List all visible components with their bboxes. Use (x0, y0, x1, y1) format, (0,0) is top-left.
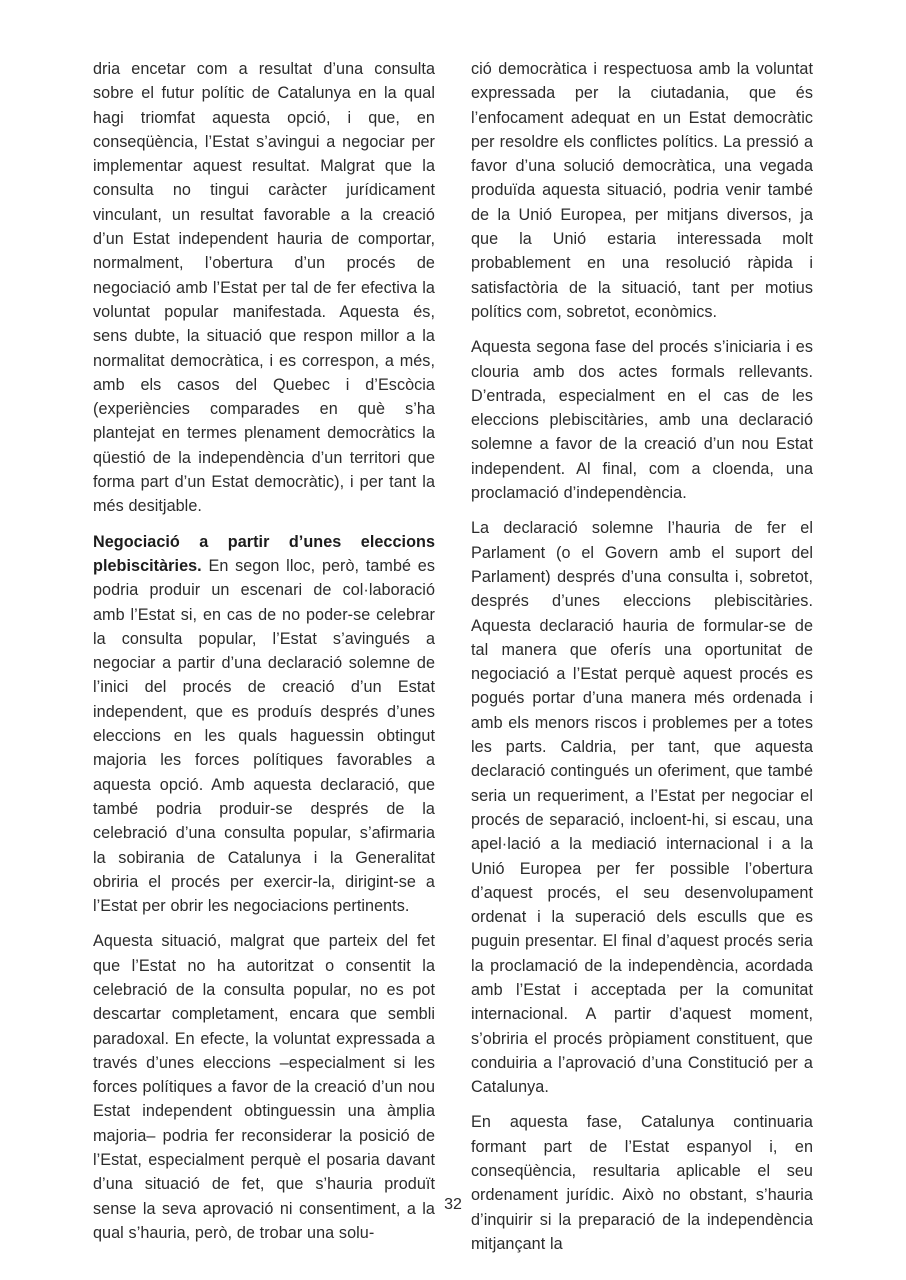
paragraph-text: dria encetar com a resultat d’una consulta sobre el futur polític de Catalunya en la qual hagi triomfat aquesta opció, i que, en conseqüència, l’Estat s’avingui a negociar per implementar aquest resultat. Malgrat que la consulta no tingui caràcter jurídicament vinculant, un resultat favorable a la creació d’un Estat independent hauria de comportar, normalment, l’obertura d’un procés de negociació amb l’Estat per tal de fer efectiva la voluntat popular manifestada. Aquesta és, sens dubte, la situació que respon millor a la normalitat democràtica, i es correspon, a més, amb els casos del Quebec i d’Escòcia (experiències comparades en què s’ha plantejat en termes plenament democràtics la qüestió de la independència d’un territori que forma part d’un Estat democràtic), i per tant la més desitjable. (93, 60, 435, 516)
paragraph (471, 57, 813, 324)
paragraph-lead-heading: Negociació a partir d’unes eleccions plebiscitàries. (93, 532, 435, 575)
paragraph (471, 335, 813, 505)
paragraph-text: La declaració solemne l’hauria de fer el Parlament (o el Govern amb el suport del Parlament) després d’una consulta i, sobretot, després d’unes eleccions plebiscitàries. Aquesta declaració hauria de formular-se de tal manera que oferís una oportunitat de negociació a l’Estat perquè aquest procés es pogués portar d’una manera més ordenada i amb els menors riscos i problemes per a totes les parts. Caldria, per tant, que aquesta declaració contingués un oferiment, que també seria un requeriment, a l’Estat per negociar el procés de separació, incloent-hi, si escau, una apel·lació a la mediació internacional i a la Unió Europea per fer possible l’obertura d’aquest procés, el seu desenvolupament ordenat i la superació dels esculls que es puguin presentar. El final d’aquest procés seria la proclamació de la independència, acordada amb l’Estat i acceptada per la comunitat internacional. A partir d’aquest moment, s’obriria el procés pròpiament constituent, que conduiria a l’aprovació d’una Constitució per a Catalunya. (471, 519, 813, 1097)
paragraph-text: ció democràtica i respectuosa amb la voluntat expressada per la ciutadania, que és l’enfocament adequat en un Estat democràtic per resoldre els conflictes polítics. La pressió a favor d’una solució democràtica, una vegada produïda aquesta situació, podria venir també de la Unió Europea, per mitjans diversos, ja que la Unió estaria interessada molt probablement en una resolució ràpida i satisfactòria de la situació, tant per motius polítics com, sobretot, econòmics. (471, 60, 813, 321)
paragraph-text: Aquesta segona fase del procés s’iniciaria i es clouria amb dos actes formals rellevants. D’entrada, especialment en el cas de les eleccions plebiscitàries, amb una declaració solemne a favor de la creació d’un nou Estat independent. Al final, com a cloenda, una proclamació d’independència. (471, 338, 813, 503)
right-column (471, 57, 813, 1256)
page-number: 32 (444, 1196, 462, 1213)
paragraph-text: Aquesta situació, malgrat que parteix del fet que l’Estat no ha autoritzat o consentit la celebració de la consulta popular, no es pot descartar completament, encara que sembli paradoxal. En efecte, la voluntat expressada a través d’unes eleccions –especialment si les forces polítiques a favor de la creació d’un nou Estat independent obtinguessin una àmplia majoria– podria fer reconsiderar la posició de l’Estat, especialment perquè el posaria davant d’una situació de fet, que s’hauria produït sense la seva aprovació ni consentiment, a la qual s’hauria, però, de trobar una solu- (93, 932, 435, 1242)
paragraph-text: En segon lloc, però, també es podria produir un escenari de col·laboració amb l’Estat si, en cas de no poder-se celebrar la consulta popular, l’Estat s’avingués a negociar a partir d’una declaració solemne de l’inici del procés de creació d’un Estat independent, que es produís després d’unes eleccions en les quals haguessin obtingut majoria les forces polítiques favorables a aquesta opció. Amb aquesta declaració, que també podria produir-se després de la celebració d’una consulta popular, s’afirmaria la sobirania de Catalunya i la Generalitat obriria el procés per exercir-la, dirigint-se a l’Estat per obrir les negociacions pertinents. (93, 556, 435, 916)
paragraph (471, 1110, 813, 1256)
paragraph (93, 57, 435, 519)
paragraph-text: En aquesta fase, Catalunya continuaria formant part de l’Estat espanyol i, en conseqüència, resultaria aplicable el seu ordenament jurídic. Això no obstant, s’hauria d’inquirir si la preparació de la independència mitjançant la (471, 1113, 813, 1253)
left-column (93, 57, 435, 1245)
paragraph (471, 516, 813, 1099)
paragraph (93, 530, 435, 919)
